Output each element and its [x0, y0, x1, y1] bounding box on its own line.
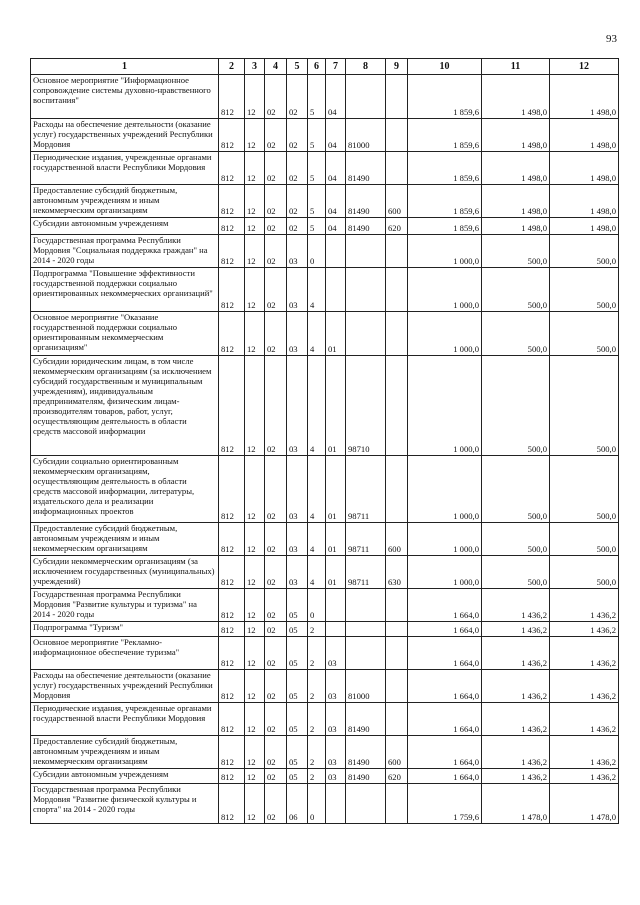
row-value-cell: 02 [265, 556, 287, 589]
row-value-cell: 12 [245, 268, 265, 312]
row-value-cell [386, 356, 408, 456]
row-value-cell: 4 [308, 312, 326, 356]
row-value-cell [386, 268, 408, 312]
row-value-cell: 12 [245, 736, 265, 769]
table-row [31, 622, 619, 637]
row-value-cell: 02 [265, 622, 287, 637]
row-value-cell: 03 [287, 356, 308, 456]
row-value-cell: 02 [265, 152, 287, 185]
row-value-cell: 1 436,2 [482, 622, 550, 637]
row-value-cell: 01 [326, 312, 346, 356]
table-row [31, 312, 619, 356]
row-name-cell: Государственная программа Республики Мордовия "Развитие физической культуры и спорта" на 2014 - 2020 годы [31, 784, 219, 824]
row-value-cell [326, 235, 346, 268]
row-value-cell: 812 [219, 456, 245, 523]
row-value-cell: 12 [245, 119, 265, 152]
row-value-cell: 500,0 [482, 556, 550, 589]
row-name-cell: Предоставление субсидий бюджетным, автономным учреждениям и иным некоммерческим организациям [31, 523, 219, 556]
row-value-cell: 4 [308, 556, 326, 589]
table-body [31, 75, 619, 824]
row-value-cell: 04 [326, 152, 346, 185]
row-value-cell: 1 859,6 [408, 75, 482, 119]
row-name-cell: Периодические издания, учрежденные органами государственной власти Республики Мордовия [31, 152, 219, 185]
row-value-cell [386, 75, 408, 119]
row-value-cell: 02 [287, 218, 308, 235]
column-header: 2 [219, 59, 245, 75]
row-name-cell: Предоставление субсидий бюджетным, автономным учреждениям и иным некоммерческим организациям [31, 736, 219, 769]
row-value-cell: 02 [265, 312, 287, 356]
row-value-cell: 81490 [346, 218, 386, 235]
row-value-cell: 1 664,0 [408, 670, 482, 703]
row-value-cell: 1 664,0 [408, 637, 482, 670]
row-value-cell: 4 [308, 356, 326, 456]
row-value-cell: 500,0 [482, 268, 550, 312]
row-value-cell: 1 000,0 [408, 456, 482, 523]
row-value-cell: 01 [326, 356, 346, 456]
row-value-cell: 500,0 [550, 523, 619, 556]
row-value-cell: 812 [219, 637, 245, 670]
budget-table [30, 58, 619, 824]
row-value-cell: 81000 [346, 670, 386, 703]
row-value-cell [346, 312, 386, 356]
row-value-cell: 1 759,6 [408, 784, 482, 824]
row-value-cell: 12 [245, 556, 265, 589]
row-value-cell: 500,0 [550, 235, 619, 268]
row-value-cell: 600 [386, 523, 408, 556]
row-value-cell: 1 664,0 [408, 589, 482, 622]
row-value-cell: 02 [265, 356, 287, 456]
row-value-cell: 02 [265, 784, 287, 824]
row-value-cell [346, 784, 386, 824]
row-value-cell: 12 [245, 769, 265, 784]
row-value-cell: 812 [219, 75, 245, 119]
row-value-cell: 02 [265, 235, 287, 268]
row-value-cell: 02 [265, 456, 287, 523]
row-value-cell: 1 664,0 [408, 769, 482, 784]
table-row [31, 736, 619, 769]
row-value-cell [346, 235, 386, 268]
column-header: 12 [550, 59, 619, 75]
row-value-cell: 12 [245, 589, 265, 622]
table-row [31, 356, 619, 456]
row-name-cell: Основное мероприятие "Рекламно-информационное обеспечение туризма" [31, 637, 219, 670]
row-value-cell: 1 000,0 [408, 356, 482, 456]
row-value-cell: 12 [245, 218, 265, 235]
row-value-cell: 03 [326, 670, 346, 703]
row-value-cell: 5 [308, 119, 326, 152]
table-row [31, 556, 619, 589]
row-name-cell: Подпрограмма "Повышение эффективности государственной поддержки социально ориентированных некоммерческих организаций" [31, 268, 219, 312]
row-value-cell [386, 703, 408, 736]
row-value-cell: 02 [265, 637, 287, 670]
row-value-cell [386, 622, 408, 637]
row-value-cell: 98711 [346, 556, 386, 589]
row-value-cell: 12 [245, 356, 265, 456]
row-value-cell: 12 [245, 235, 265, 268]
table-row [31, 75, 619, 119]
row-value-cell: 02 [265, 769, 287, 784]
row-value-cell: 500,0 [482, 523, 550, 556]
row-value-cell: 81490 [346, 769, 386, 784]
row-value-cell: 81490 [346, 736, 386, 769]
row-value-cell: 01 [326, 456, 346, 523]
row-value-cell: 600 [386, 185, 408, 218]
row-value-cell: 812 [219, 589, 245, 622]
row-value-cell: 0 [308, 589, 326, 622]
row-value-cell: 1 498,0 [550, 119, 619, 152]
row-value-cell: 12 [245, 622, 265, 637]
row-value-cell: 1 664,0 [408, 736, 482, 769]
row-value-cell: 812 [219, 556, 245, 589]
row-value-cell: 812 [219, 356, 245, 456]
row-value-cell: 5 [308, 185, 326, 218]
row-value-cell: 12 [245, 784, 265, 824]
column-header: 3 [245, 59, 265, 75]
row-value-cell: 0 [308, 784, 326, 824]
row-value-cell: 03 [287, 312, 308, 356]
column-header: 9 [386, 59, 408, 75]
row-value-cell: 2 [308, 670, 326, 703]
row-value-cell: 81490 [346, 703, 386, 736]
row-value-cell: 02 [265, 736, 287, 769]
table-row [31, 670, 619, 703]
row-value-cell [326, 268, 346, 312]
row-value-cell: 5 [308, 75, 326, 119]
row-name-cell: Субсидии некоммерческим организациям (за исключением государственных (муниципальных) учреждений) [31, 556, 219, 589]
row-value-cell: 03 [287, 456, 308, 523]
row-value-cell: 1 000,0 [408, 523, 482, 556]
row-value-cell: 1 498,0 [550, 75, 619, 119]
row-value-cell: 1 498,0 [482, 218, 550, 235]
table-row [31, 589, 619, 622]
row-value-cell [346, 589, 386, 622]
row-value-cell: 630 [386, 556, 408, 589]
row-value-cell: 1 436,2 [482, 670, 550, 703]
row-value-cell: 1 436,2 [550, 736, 619, 769]
table-row [31, 185, 619, 218]
table-row [31, 637, 619, 670]
row-value-cell: 2 [308, 703, 326, 736]
row-value-cell: 02 [265, 119, 287, 152]
row-value-cell: 05 [287, 703, 308, 736]
row-value-cell: 81490 [346, 185, 386, 218]
row-value-cell: 1 436,2 [482, 637, 550, 670]
row-value-cell: 600 [386, 736, 408, 769]
table-row [31, 268, 619, 312]
table-row [31, 119, 619, 152]
row-value-cell: 812 [219, 235, 245, 268]
row-name-cell: Субсидии юридическим лицам, в том числе некоммерческим организациям (за исключением субсидий государственным и муниципальным учреждениям), индивидуальным предпринимателям, физическим лицам- производителям товаров, работ, услуг, осуществляющим деятельность в области средств массовой информации [31, 356, 219, 456]
row-value-cell: 12 [245, 637, 265, 670]
row-value-cell: 12 [245, 456, 265, 523]
row-value-cell: 620 [386, 218, 408, 235]
row-value-cell [326, 784, 346, 824]
row-value-cell: 05 [287, 637, 308, 670]
row-value-cell [386, 235, 408, 268]
row-value-cell: 12 [245, 703, 265, 736]
row-value-cell: 05 [287, 589, 308, 622]
row-value-cell: 500,0 [482, 356, 550, 456]
row-value-cell: 02 [287, 119, 308, 152]
row-value-cell: 812 [219, 769, 245, 784]
row-value-cell: 98711 [346, 456, 386, 523]
row-value-cell: 1 436,2 [550, 622, 619, 637]
row-value-cell: 1 478,0 [550, 784, 619, 824]
row-value-cell: 500,0 [550, 312, 619, 356]
row-value-cell: 500,0 [550, 556, 619, 589]
row-value-cell: 12 [245, 670, 265, 703]
row-value-cell: 500,0 [550, 356, 619, 456]
row-value-cell: 02 [265, 185, 287, 218]
row-value-cell [386, 312, 408, 356]
row-value-cell: 03 [287, 235, 308, 268]
row-value-cell: 500,0 [482, 456, 550, 523]
row-value-cell: 02 [265, 523, 287, 556]
row-value-cell: 1 498,0 [550, 152, 619, 185]
row-value-cell: 03 [326, 769, 346, 784]
row-value-cell: 01 [326, 523, 346, 556]
table-row [31, 703, 619, 736]
row-value-cell: 1 436,2 [550, 769, 619, 784]
column-header: 10 [408, 59, 482, 75]
row-value-cell: 02 [287, 152, 308, 185]
row-value-cell: 1 478,0 [482, 784, 550, 824]
row-value-cell: 4 [308, 523, 326, 556]
row-value-cell: 98711 [346, 523, 386, 556]
row-value-cell: 02 [265, 589, 287, 622]
row-value-cell: 02 [265, 268, 287, 312]
row-value-cell: 812 [219, 312, 245, 356]
row-value-cell: 1 498,0 [482, 185, 550, 218]
row-value-cell: 812 [219, 670, 245, 703]
row-value-cell: 4 [308, 456, 326, 523]
column-header: 6 [308, 59, 326, 75]
row-value-cell: 1 859,6 [408, 119, 482, 152]
row-value-cell: 1 000,0 [408, 312, 482, 356]
row-value-cell: 812 [219, 736, 245, 769]
row-value-cell: 1 859,6 [408, 185, 482, 218]
row-value-cell: 05 [287, 622, 308, 637]
row-value-cell: 1 498,0 [550, 218, 619, 235]
row-value-cell: 2 [308, 637, 326, 670]
row-value-cell: 03 [326, 637, 346, 670]
row-value-cell: 812 [219, 185, 245, 218]
row-name-cell: Субсидии социально ориентированным некоммерческим организациям, осуществляющим деятельность в области средств массовой информации, литературы, издательского дела и реализации информационных проектов [31, 456, 219, 523]
row-value-cell: 1 859,6 [408, 218, 482, 235]
row-value-cell: 02 [265, 670, 287, 703]
row-value-cell: 81000 [346, 119, 386, 152]
row-value-cell: 03 [287, 268, 308, 312]
row-value-cell [326, 589, 346, 622]
row-value-cell: 812 [219, 622, 245, 637]
row-value-cell: 05 [287, 670, 308, 703]
row-value-cell: 02 [287, 185, 308, 218]
row-value-cell: 500,0 [482, 312, 550, 356]
row-value-cell: 1 498,0 [482, 152, 550, 185]
table-row [31, 456, 619, 523]
row-value-cell: 812 [219, 784, 245, 824]
row-value-cell: 1 498,0 [550, 185, 619, 218]
row-value-cell: 620 [386, 769, 408, 784]
row-name-cell: Расходы на обеспечение деятельности (оказание услуг) государственных учреждений Республики Мордовия [31, 670, 219, 703]
row-name-cell: Предоставление субсидий бюджетным, автономным учреждениям и иным некоммерческим организациям [31, 185, 219, 218]
row-value-cell: 1 000,0 [408, 556, 482, 589]
row-value-cell: 2 [308, 622, 326, 637]
row-value-cell: 03 [326, 703, 346, 736]
row-value-cell: 812 [219, 152, 245, 185]
column-header: 4 [265, 59, 287, 75]
row-value-cell: 03 [326, 736, 346, 769]
row-value-cell [386, 589, 408, 622]
row-value-cell: 06 [287, 784, 308, 824]
row-value-cell: 1 000,0 [408, 235, 482, 268]
row-value-cell: 12 [245, 312, 265, 356]
row-value-cell: 5 [308, 152, 326, 185]
row-value-cell [346, 637, 386, 670]
column-header: 7 [326, 59, 346, 75]
row-value-cell: 04 [326, 185, 346, 218]
row-value-cell: 12 [245, 185, 265, 218]
row-value-cell: 03 [287, 523, 308, 556]
row-value-cell: 81490 [346, 152, 386, 185]
row-value-cell: 02 [265, 75, 287, 119]
row-value-cell: 02 [287, 75, 308, 119]
row-value-cell [386, 119, 408, 152]
row-value-cell: 1 436,2 [482, 703, 550, 736]
row-value-cell: 5 [308, 218, 326, 235]
row-value-cell [346, 268, 386, 312]
row-value-cell: 05 [287, 769, 308, 784]
row-value-cell: 12 [245, 523, 265, 556]
row-value-cell: 1 436,2 [550, 589, 619, 622]
row-value-cell: 03 [287, 556, 308, 589]
row-name-cell: Основное мероприятие "Информационное сопровождение системы духовно-нравственного воспитания" [31, 75, 219, 119]
row-value-cell: 812 [219, 268, 245, 312]
row-value-cell: 2 [308, 736, 326, 769]
table-row [31, 769, 619, 784]
row-value-cell: 1 498,0 [482, 119, 550, 152]
row-value-cell: 02 [265, 218, 287, 235]
page-number: 93 [606, 33, 617, 45]
row-value-cell: 1 664,0 [408, 622, 482, 637]
row-value-cell [346, 75, 386, 119]
row-value-cell [386, 152, 408, 185]
row-value-cell: 12 [245, 75, 265, 119]
header-row [31, 59, 619, 75]
row-value-cell: 500,0 [482, 235, 550, 268]
row-name-cell: Государственная программа Республики Мордовия "Развитие культуры и туризма" на 2014 - 2020 годы [31, 589, 219, 622]
row-value-cell: 1 436,2 [550, 703, 619, 736]
row-name-cell: Основное мероприятие "Оказание государственной поддержки социально ориентированным некоммерческим организациям" [31, 312, 219, 356]
row-value-cell: 0 [308, 235, 326, 268]
row-value-cell: 04 [326, 75, 346, 119]
row-name-cell: Субсидии автономным учреждениям [31, 218, 219, 235]
row-value-cell: 01 [326, 556, 346, 589]
row-value-cell: 2 [308, 769, 326, 784]
row-value-cell: 04 [326, 119, 346, 152]
row-value-cell: 1 498,0 [482, 75, 550, 119]
table-row [31, 235, 619, 268]
row-value-cell: 12 [245, 152, 265, 185]
row-value-cell: 1 000,0 [408, 268, 482, 312]
table-row [31, 784, 619, 824]
row-value-cell: 1 664,0 [408, 703, 482, 736]
row-value-cell: 98710 [346, 356, 386, 456]
column-header: 11 [482, 59, 550, 75]
row-value-cell [386, 670, 408, 703]
row-name-cell: Периодические издания, учрежденные органами государственной власти Республики Мордовия [31, 703, 219, 736]
row-value-cell: 812 [219, 119, 245, 152]
row-value-cell [386, 637, 408, 670]
row-name-cell: Государственная программа Республики Мордовия "Социальная поддержка граждан" на 2014 - 2020 годы [31, 235, 219, 268]
row-value-cell [386, 456, 408, 523]
column-header: 5 [287, 59, 308, 75]
row-value-cell: 1 436,2 [550, 670, 619, 703]
row-name-cell: Субсидии автономным учреждениям [31, 769, 219, 784]
row-value-cell: 05 [287, 736, 308, 769]
row-value-cell: 1 436,2 [550, 637, 619, 670]
row-value-cell: 812 [219, 218, 245, 235]
row-name-cell: Расходы на обеспечение деятельности (оказание услуг) государственных учреждений Республики Мордовия [31, 119, 219, 152]
row-value-cell: 1 436,2 [482, 589, 550, 622]
row-value-cell: 02 [265, 703, 287, 736]
column-header: 8 [346, 59, 386, 75]
column-header: 1 [31, 59, 219, 75]
row-value-cell: 812 [219, 703, 245, 736]
row-value-cell: 4 [308, 268, 326, 312]
row-value-cell [386, 784, 408, 824]
row-value-cell: 04 [326, 218, 346, 235]
table-row [31, 218, 619, 235]
table-row [31, 523, 619, 556]
row-value-cell: 500,0 [550, 456, 619, 523]
row-value-cell: 1 436,2 [482, 769, 550, 784]
row-value-cell: 1 436,2 [482, 736, 550, 769]
row-value-cell: 500,0 [550, 268, 619, 312]
row-value-cell [346, 622, 386, 637]
table-row [31, 152, 619, 185]
row-name-cell: Подпрограмма "Туризм" [31, 622, 219, 637]
row-value-cell: 1 859,6 [408, 152, 482, 185]
row-value-cell: 812 [219, 523, 245, 556]
row-value-cell [326, 622, 346, 637]
